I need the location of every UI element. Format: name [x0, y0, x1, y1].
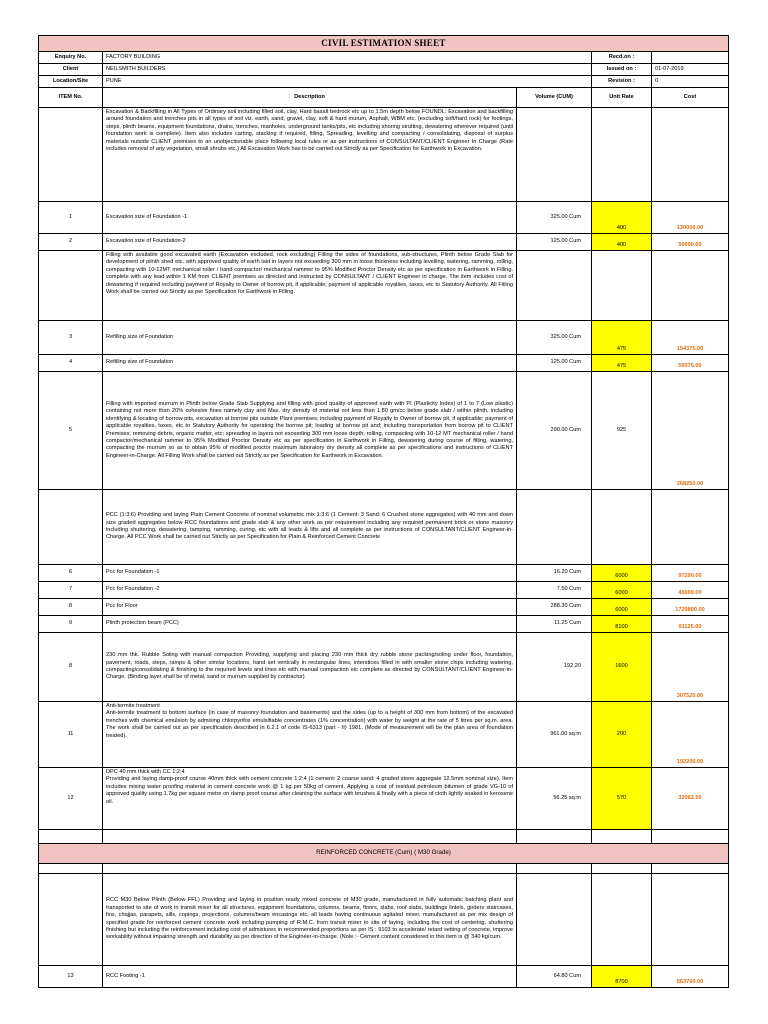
table-row [39, 582, 729, 599]
enquiry-value: FACTORY BUILDING [103, 52, 592, 64]
item-rate: 8100 [592, 616, 652, 633]
item-volume: 16.20 Cum [517, 565, 592, 582]
table-row [39, 599, 729, 616]
item-desc: RCC Footing -1 [103, 966, 517, 988]
table-row [39, 202, 729, 234]
item-desc: Refilling size of Foundation [103, 355, 517, 372]
item-no: 8 [39, 633, 103, 702]
section-header-row [39, 844, 729, 864]
enquiry-label: Enquiry No. [39, 52, 103, 64]
item-volume: 125.00 Cum [517, 234, 592, 251]
item-rate: 475 [592, 355, 652, 372]
col-header-volume: Volume (CUM) [517, 88, 592, 108]
item-no: 8 [39, 599, 103, 616]
item-cost: 50000.00 [652, 234, 729, 251]
item-desc: Plinth protection beam (PCC) [103, 616, 517, 633]
item-volume: 192.20 [517, 633, 592, 702]
item-cost: 268250.00 [652, 372, 729, 490]
recd-label: Recd.on : [592, 52, 652, 64]
item-desc: Anti-termite treatment Anti-termite treatment to bottom surface (in case of masonry foundation and basements) and the sides (up to a height of 300 mm from bottom) of the excavated trenches with chemical emulsion by admixing chlorpyrifos emulsifiable concentrates (1% concentration) with water by weight at the rate of 5 litres per sq.m. area. The work shall be carried out as per specification described in 6.2.1 of code IS-6313 (part - II) 1981. (Mode of measurement will be the plan area of foundation treated). [103, 702, 517, 768]
section-rcc-title: REINFORCED CONCRETE (Cum) ( M30 Grade) [39, 844, 729, 864]
item-volume: 11.25 Cum [517, 616, 592, 633]
item-no: 3 [39, 321, 103, 355]
location-label: Location/Site [39, 76, 103, 88]
col-header-rate: Unit Rate [592, 88, 652, 108]
item-no: 6 [39, 565, 103, 582]
description-row [39, 251, 729, 321]
issued-value: 01-07-2019 [652, 64, 729, 76]
item-rate: 400 [592, 202, 652, 234]
item-cost: 32062.50 [652, 768, 729, 830]
item-no: 7 [39, 582, 103, 599]
client-value: NEILSMITH BUILDERS [103, 64, 592, 76]
item-rate: 400 [592, 234, 652, 251]
rcc-description: RCC M30 Below Plinth (Below FFL) Providing and laying in position ready mixed concrete of M30 grade, manufactured in fully automatic batching plant and transported to site of work in transit mixer for all structures, equipment foundations, columns, beams, floors, slabs, roof slabs, buildings lintels, girders staircases, fins, chajjas, parapets, sills, copings, projections, columns/beam encasings etc, all leads having continuous agitated mixer, manufactured as per mix design of specified grade for reinforced cement concrete work including pumping of R.M.C. from transit mixer to site of laying, including the cost of centering, shuttering finishing but including the reinforcement including cost of admixtures in recommended proportions as per IS : 9103 to accelerate/ retard setting of concrete, improve workability without impairing strength and durability as per direction of the Engineer-in-charge. (Note :- Cement content considered in this item is @ 340 kg/cum. [103, 874, 517, 966]
client-label: Client [39, 64, 103, 76]
item-volume: 7.50 Cum [517, 582, 592, 599]
item-volume: 325.00 Cum [517, 202, 592, 234]
item-cost: 130000.00 [652, 202, 729, 234]
location-value: PUNE [103, 76, 592, 88]
item-desc: Pcc for Foundation -1 [103, 565, 517, 582]
estimation-sheet [38, 35, 729, 988]
item-desc: Pcc for Foundation -2 [103, 582, 517, 599]
table-row [39, 702, 729, 768]
item-rate: 6000 [592, 599, 652, 616]
table-row [39, 633, 729, 702]
description-row [39, 874, 729, 966]
item-volume: 325.00 Cum [517, 321, 592, 355]
item-no: 2 [39, 234, 103, 251]
revision-value: 0 [652, 76, 729, 88]
item-desc: Excavation size of Foundation -1 [103, 202, 517, 234]
item-desc: Filling with imported murrum in Plinth below Grade Slab Supplying and filling with good quality of approved earth with PI (Plasticity Index) of 1 to 7 (Low plastic) containing not more than 20% cohesive fines namely clay and Max. dry density of material not less than 1.80 gm/cc below grade slab / within plinth, including identifying & locating of borrow pits, excavation at borrow pits outside Plant premises; including payment of Royalty to Owner of borrow pit, if applicable; payment of applicable royalties, taxes, etc to Statutory Authority for operating the borrow pit; loading at borrow pit and; including transportation from borrow pit to CLIENT Premises; removing debris, organic matter, etc; spreading in layers not exceeding 300 mm loose depth; rolling, compacting with 10-12 MT mechanical roller / hand compactor/mechanical rammer to 95% Modified Proctor Density etc as per specification in Earthwork in Filling, dewatering during course of filling, watering, compacting the murrum so as to obtain 95% of modified proctor maximum laboratory dry density all complete as per specifications and instructions of CLIENT Engineer-in-Charge. All Filling Work shall be carried out Strictly as per Specification for Earthwork in Excavation. [103, 372, 517, 490]
item-cost: 45000.00 [652, 582, 729, 599]
sheet-title: CIVIL ESTIMATION SHEET [39, 36, 729, 52]
item-volume: 64.80 Cum [517, 966, 592, 988]
item-desc: Pcc for Floor [103, 599, 517, 616]
recd-value [652, 52, 729, 64]
table-row [39, 355, 729, 372]
item-rate: 925 [592, 372, 652, 490]
item-rate: 570 [592, 768, 652, 830]
item-volume: 56.25 sq.m [517, 768, 592, 830]
pcc-description: PCC (1:3:6) Providing and laying Plain Cement Concrete of nominal volumetric mix 1:3:6 (1 Cement: 3 Sand: 6 Crushed stone aggregates) with 40 mm and down size graded aggregates below RCC foundations and grade slab & any other work as per requirement including any required permanent brick or stone masonry including shuttering, dewatering, tamping, ramming, curing, etc with all leads & lifts and all complete as per instructions of CONSULTANT/CLIENT Engineer-in-Charge. All PCC Work shall be carried out Strictly as per Specification for Plain & Reinforced Cement Concrete [103, 490, 517, 565]
item-desc: Refilling size of Foundation [103, 321, 517, 355]
item-no: 5 [39, 372, 103, 490]
table-row [39, 234, 729, 251]
item-desc: 230 mm thk. Rubble Soling with manual compaction Providing, supplying and placing 230 mm thick dry rubble stone packing/soling under floor, foundation, pavement, roads, steps, ramps & other similar locations, hand set vertically in rectangular lines, interstices filled in with smaller stone chips including watering, compacting/consolidating & finishing to the required levels and lines etc with manual compaction etc complete as directed by CONSULTANT/CLIENT Engineer-in-Charge. (Binding layer shall be of metal, sand or murrum supplied by contractor) [103, 633, 517, 702]
item-desc: DPC 40 mm thick with CC 1:2:4 Providing and laying damp-proof course 40mm thick with cement concrete 1:2:4 (1 cement: 2 coarse sand: 4 graded stone aggregate 12.5mm nominal size). Item includes mixing water proofing material in cement concrete work @ 1 kg per 50kg of cement. Applying a coat of residual petroleum bitumen of grade VG-10 of approved quality using 1.7kg per square metre on damp proof course after cleaning the surface with brushes & finally with a piece of cloth lightly soaked in kerosene oil. [103, 768, 517, 830]
item-no: 12 [39, 768, 103, 830]
item-volume: 961.00 sq.m [517, 702, 592, 768]
item-volume: 125.00 Cum [517, 355, 592, 372]
item-no: 9 [39, 616, 103, 633]
item-volume: 290.00 Cum [517, 372, 592, 490]
revision-label: Revision : [592, 76, 652, 88]
item-rate: 475 [592, 321, 652, 355]
item-cost: 91125.00 [652, 616, 729, 633]
filling-description: Filling with available good excavated earth (Excavation excluded, rock excluding) Filling the sides of foundations, sub-structures, Plinth below Grade Slab for development of plinth shed etc. with approved quality of earth laid in layers not exceeding 300 mm in loose thickness including levelling, watering, ramming, rolling, compacting with 10-12MT mechanical roller / hand compactor/ mechanical rammer to 95% Modified Proctor Density etc as per specification in Earthwork in Filling. complete with any lead within 1 KM from CLIENT premises as directed and instructed by CONSULTANT / CLIENT Engineer in charge. The item includes cost of dewatering if required including payment of Royalty to Owner of borrow pit, if applicable; payment of applicable royalties, taxes, etc to Statutory Authority. All Filling Work shall be carried out Strictly as per Specification for Earthwork in Filling. [103, 251, 517, 321]
item-rate: 1600 [592, 633, 652, 702]
item-cost: 307520.00 [652, 633, 729, 702]
item-cost: 59375.00 [652, 355, 729, 372]
table-row [39, 565, 729, 582]
item-no: 1 [39, 202, 103, 234]
table-row [39, 616, 729, 633]
table-row [39, 321, 729, 355]
item-cost: 154375.00 [652, 321, 729, 355]
table-row [39, 966, 729, 988]
item-rate: 6000 [592, 582, 652, 599]
item-cost: 1729800.00 [652, 599, 729, 616]
description-row [39, 108, 729, 202]
col-header-description: Description [103, 88, 517, 108]
table-row [39, 768, 729, 830]
description-row [39, 490, 729, 565]
item-cost: 192200.00 [652, 702, 729, 768]
issued-label: Issued on : [592, 64, 652, 76]
spacer-row [39, 864, 729, 874]
item-cost: 97200.00 [652, 565, 729, 582]
item-rate: 8700 [592, 966, 652, 988]
item-no: 4 [39, 355, 103, 372]
item-no: 11 [39, 702, 103, 768]
item-no: 13 [39, 966, 103, 988]
item-rate: 6000 [592, 565, 652, 582]
item-cost: 563760.00 [652, 966, 729, 988]
excavation-description: Excavation & Backfilling in All Types of Ordinary soil including filled soil, clay, Hard basalt bedrock etc up to 1.5m depth below FOUNDL: Excavation and backfilling around foundation and trenches pits in all types of soil viz. earth, sand, gravel, clay, soft & hard murum, Asphalt, WBM etc. (excluding soft/hard rock) for footings, steps, plinth beams, equipment foundations, drains, trenches, manholes, underground tanks/pits, etc including shoring strutting, dewatering wherever required (until foundation work is complete). Item also includes carting, stacking if required, filling, Spreading, levelling and compacting / consolidating, disposal of surplus materials outside CLIENT premises to an unobjectionable place following local rules or as per instructions of CONSULTANT/CLIENT Engineer In Charge (Rate includes removal of any vegetation, small shrubs etc.) All Excavation Work has to be carried out Strictly as per Specification for Earthwork in Excavation. [103, 108, 517, 202]
spacer-row [39, 830, 729, 844]
item-volume: 288.30 Cum [517, 599, 592, 616]
item-rate: 200 [592, 702, 652, 768]
col-header-cost: Cost [652, 88, 729, 108]
table-row [39, 372, 729, 490]
col-header-item: ITEM No. [39, 88, 103, 108]
item-desc: Excavation size of Foundation-2 [103, 234, 517, 251]
